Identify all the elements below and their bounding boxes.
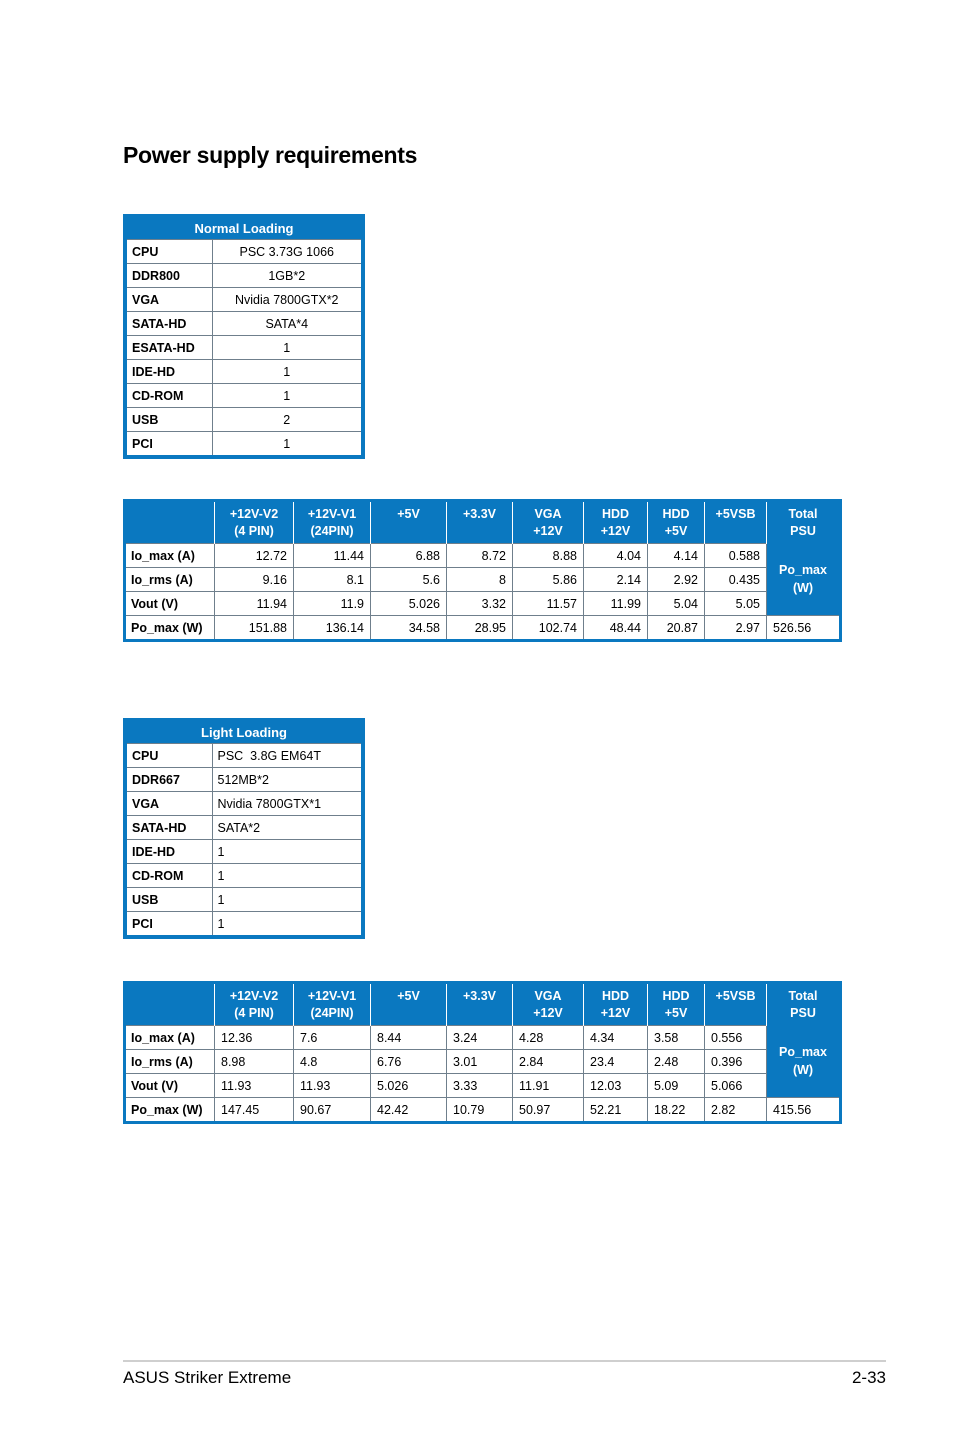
column-header-vga-12v: VGA +12V xyxy=(513,983,584,1026)
column-header-3v3: +3.3V xyxy=(447,983,513,1026)
cell: 5.026 xyxy=(371,1074,447,1098)
config-label: ESATA-HD xyxy=(125,336,212,360)
cell: 50.97 xyxy=(513,1098,584,1123)
cell: 4.34 xyxy=(584,1026,648,1050)
cell: 5.09 xyxy=(648,1074,705,1098)
config-value: 1 xyxy=(212,360,363,384)
cell: 8.44 xyxy=(371,1026,447,1050)
table-row xyxy=(125,336,363,360)
normal-loading-header: Normal Loading xyxy=(194,221,294,236)
config-label: IDE-HD xyxy=(125,360,212,384)
column-header-hdd-5v: HDD +5V xyxy=(648,983,705,1026)
cell: 3.33 xyxy=(447,1074,513,1098)
cell: 4.8 xyxy=(294,1050,371,1074)
cell: 12.72 xyxy=(215,544,294,568)
cell: 0.556 xyxy=(705,1026,767,1050)
cell: 7.6 xyxy=(294,1026,371,1050)
column-header-12v-v1: +12V-V1 (24PIN) xyxy=(294,501,371,544)
config-label: DDR667 xyxy=(125,768,212,792)
footer-divider xyxy=(123,1360,886,1362)
cell: 4.14 xyxy=(648,544,705,568)
config-label: SATA-HD xyxy=(125,312,212,336)
cell: 2.82 xyxy=(705,1098,767,1123)
table-row xyxy=(125,864,363,888)
cell: 3.32 xyxy=(447,592,513,616)
table-row xyxy=(125,568,841,592)
row-label: Io_rms (A) xyxy=(125,568,215,592)
cell: 3.24 xyxy=(447,1026,513,1050)
row-label: Io_max (A) xyxy=(125,544,215,568)
table-row xyxy=(125,1026,841,1050)
table-row xyxy=(125,592,841,616)
config-label: PCI xyxy=(125,912,212,938)
cell: 18.22 xyxy=(648,1098,705,1123)
cell: 12.36 xyxy=(215,1026,294,1050)
config-value: 1GB*2 xyxy=(212,264,363,288)
corner-cell xyxy=(125,501,215,544)
cell: 3.01 xyxy=(447,1050,513,1074)
light-loading-config-table xyxy=(123,718,365,939)
cell: 5.026 xyxy=(371,592,447,616)
cell: 6.88 xyxy=(371,544,447,568)
row-label: Vout (V) xyxy=(125,1074,215,1098)
table-row xyxy=(125,1074,841,1098)
cell: 28.95 xyxy=(447,616,513,641)
config-value: 2 xyxy=(212,408,363,432)
config-label: SATA-HD xyxy=(125,816,212,840)
cell: 10.79 xyxy=(447,1098,513,1123)
table-row xyxy=(125,1050,841,1074)
cell: 11.94 xyxy=(215,592,294,616)
config-value: PSC 3.8G EM64T xyxy=(212,744,363,768)
cell: 2.84 xyxy=(513,1050,584,1074)
table-row xyxy=(125,432,363,458)
table-row xyxy=(125,744,363,768)
po-max-label: Po_max (W) xyxy=(767,544,841,616)
cell: 8 xyxy=(447,568,513,592)
config-value: 512MB*2 xyxy=(212,768,363,792)
config-label: DDR800 xyxy=(125,264,212,288)
cell: 11.57 xyxy=(513,592,584,616)
cell: 52.21 xyxy=(584,1098,648,1123)
cell: 4.28 xyxy=(513,1026,584,1050)
cell: 23.4 xyxy=(584,1050,648,1074)
column-header-hdd-5v: HDD +5V xyxy=(648,501,705,544)
table-row xyxy=(125,616,841,641)
corner-cell xyxy=(125,983,215,1026)
config-value: 1 xyxy=(212,432,363,458)
table-row xyxy=(125,888,363,912)
config-value: PSC 3.73G 1066 xyxy=(212,240,363,264)
cell: 20.87 xyxy=(648,616,705,641)
config-label: VGA xyxy=(125,792,212,816)
config-value: SATA*2 xyxy=(212,816,363,840)
config-value: 1 xyxy=(212,840,363,864)
cell: 5.86 xyxy=(513,568,584,592)
cell: 42.42 xyxy=(371,1098,447,1123)
cell: 8.98 xyxy=(215,1050,294,1074)
row-label: Vout (V) xyxy=(125,592,215,616)
cell: 11.44 xyxy=(294,544,371,568)
cell: 151.88 xyxy=(215,616,294,641)
cell: 11.99 xyxy=(584,592,648,616)
config-value: 1 xyxy=(212,888,363,912)
table-row xyxy=(125,912,363,938)
config-value: 1 xyxy=(212,912,363,938)
config-label: CD-ROM xyxy=(125,384,212,408)
cell: 0.588 xyxy=(705,544,767,568)
cell: 0.396 xyxy=(705,1050,767,1074)
cell: 6.76 xyxy=(371,1050,447,1074)
cell: 5.6 xyxy=(371,568,447,592)
cell: 48.44 xyxy=(584,616,648,641)
cell: 2.92 xyxy=(648,568,705,592)
table-row xyxy=(125,768,363,792)
cell: 3.58 xyxy=(648,1026,705,1050)
cell: 11.93 xyxy=(294,1074,371,1098)
footer-page-number: 2-33 xyxy=(851,1368,886,1387)
table-row xyxy=(125,840,363,864)
config-value: 1 xyxy=(212,336,363,360)
cell: 2.97 xyxy=(705,616,767,641)
cell: 4.04 xyxy=(584,544,648,568)
row-label: Po_max (W) xyxy=(125,1098,215,1123)
column-header-hdd-12v: HDD +12V xyxy=(584,983,648,1026)
cell: 2.48 xyxy=(648,1050,705,1074)
table-row xyxy=(125,384,363,408)
cell: 8.1 xyxy=(294,568,371,592)
cell: 5.05 xyxy=(705,592,767,616)
config-value: SATA*4 xyxy=(212,312,363,336)
cell: 12.03 xyxy=(584,1074,648,1098)
table-row xyxy=(125,816,363,840)
cell: 2.14 xyxy=(584,568,648,592)
total-psu-value: 526.56 xyxy=(767,616,841,641)
table-row xyxy=(125,544,841,568)
table-row xyxy=(125,312,363,336)
config-label: CPU xyxy=(125,240,212,264)
cell: 34.58 xyxy=(371,616,447,641)
light-loading-header: Light Loading xyxy=(201,725,287,740)
light-loading-power-table xyxy=(123,981,842,1124)
table-row xyxy=(125,288,363,312)
normal-loading-power-table xyxy=(123,499,842,642)
column-header-hdd-12v: HDD +12V xyxy=(584,501,648,544)
cell: 136.14 xyxy=(294,616,371,641)
cell: 11.91 xyxy=(513,1074,584,1098)
config-label: CD-ROM xyxy=(125,864,212,888)
table-row xyxy=(125,1098,841,1123)
config-label: PCI xyxy=(125,432,212,458)
cell: 147.45 xyxy=(215,1098,294,1123)
footer-product-name: ASUS Striker Extreme xyxy=(123,1368,292,1387)
po-max-label: Po_max (W) xyxy=(767,1026,841,1098)
cell: 8.72 xyxy=(447,544,513,568)
cell: 8.88 xyxy=(513,544,584,568)
cell: 11.93 xyxy=(215,1074,294,1098)
table-row xyxy=(125,360,363,384)
column-header-vga-12v: VGA +12V xyxy=(513,501,584,544)
table-row xyxy=(125,792,363,816)
column-header-5v: +5V xyxy=(371,983,447,1026)
column-header-total-psu: Total PSU xyxy=(767,983,841,1026)
config-label: USB xyxy=(125,408,212,432)
column-header-12v-v2: +12V-V2 (4 PIN) xyxy=(215,501,294,544)
normal-loading-config-table xyxy=(123,214,365,459)
column-header-5vsb: +5VSB xyxy=(705,983,767,1026)
column-header-12v-v2: +12V-V2 (4 PIN) xyxy=(215,983,294,1026)
cell: 5.04 xyxy=(648,592,705,616)
config-value: 1 xyxy=(212,384,363,408)
column-header-3v3: +3.3V xyxy=(447,501,513,544)
column-header-12v-v1: +12V-V1 (24PIN) xyxy=(294,983,371,1026)
cell: 5.066 xyxy=(705,1074,767,1098)
row-label: Po_max (W) xyxy=(125,616,215,641)
config-value: Nvidia 7800GTX*1 xyxy=(212,792,363,816)
total-psu-value: 415.56 xyxy=(767,1098,841,1123)
page-title: Power supply requirements xyxy=(123,142,418,168)
row-label: Io_max (A) xyxy=(125,1026,215,1050)
table-row xyxy=(125,240,363,264)
cell: 102.74 xyxy=(513,616,584,641)
cell: 9.16 xyxy=(215,568,294,592)
config-label: VGA xyxy=(125,288,212,312)
config-label: IDE-HD xyxy=(125,840,212,864)
table-row xyxy=(125,408,363,432)
config-label: USB xyxy=(125,888,212,912)
config-value: 1 xyxy=(212,864,363,888)
column-header-5v: +5V xyxy=(371,501,447,544)
config-label: CPU xyxy=(125,744,212,768)
column-header-5vsb: +5VSB xyxy=(705,501,767,544)
cell: 0.435 xyxy=(705,568,767,592)
row-label: Io_rms (A) xyxy=(125,1050,215,1074)
config-value: Nvidia 7800GTX*2 xyxy=(212,288,363,312)
cell: 90.67 xyxy=(294,1098,371,1123)
table-row xyxy=(125,264,363,288)
column-header-total-psu: Total PSU xyxy=(767,501,841,544)
cell: 11.9 xyxy=(294,592,371,616)
